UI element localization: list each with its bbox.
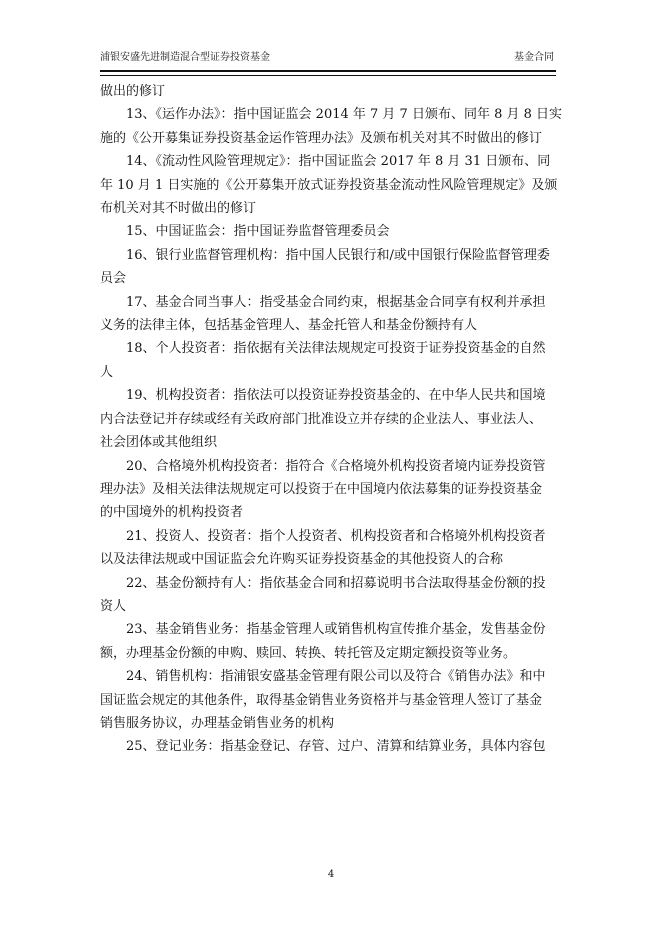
fund-name-header: 浦银安盛先进制造混合型证券投资基金 [100,52,270,63]
paragraph-line: 施的《公开募集证券投资基金运作管理办法》及颁布机关对其不时做出的修订 [100,130,543,146]
header-rule-thin [100,75,556,76]
definition-paragraph [100,337,560,384]
paragraph-line: 销售服务协议，办理基金销售业务的机构 [100,715,335,731]
paragraph-line: 的中国境外的机构投资者 [100,505,244,521]
paragraph-line: 布机关对其不时做出的修订 [100,201,257,217]
paragraph-line: 15、中国证监会：指中国证券监督管理委员会 [126,224,390,240]
definition-paragraph [100,384,560,454]
paragraph-line: 16、银行业监督管理机构：指中国人民银行和/或中国银行保险监督管理委 [126,247,550,263]
definition-paragraph [100,455,560,525]
definition-paragraph [100,220,560,243]
paragraph-line: 以及法律法规或中国证监会允许购买证券投资基金的其他投资人的合称 [100,552,504,568]
definition-paragraph [100,103,563,150]
paragraph-line: 18、个人投资者：指依据有关法律法规规定可投资于证券投资基金的自然 [126,341,546,357]
header-rule-thick [100,70,556,72]
paragraph-line: 25、登记业务：指基金登记、存管、过户、清算和结算业务，具体内容包 [126,739,546,755]
paragraph-line: 资人 [100,598,127,614]
paragraph-line: 19、机构投资者：指依法可以投资证券投资基金的、在中华人民共和国境 [126,388,546,404]
definition-paragraph [100,150,560,220]
paragraph-line: 23、基金销售业务：指基金管理人或销售机构宣传推介基金，发售基金份 [126,622,546,638]
paragraph-line: 21、投资人、投资者：指个人投资者、机构投资者和合格境外机构投资者 [126,528,546,544]
paragraph-line: 14、《流动性风险管理规定》：指中国证监会 2017 年 8 月 31 日颁布、同 [126,154,551,170]
document-type-header: 基金合同 [514,52,554,63]
paragraph-line: 22、基金份额持有人：指依基金合同和招募说明书合法取得基金份额的投 [126,575,546,591]
definition-paragraph [100,525,560,572]
paragraph-line: 额，办理基金份额的申购、赎回、转换、转托管及定期定额投资等业务。 [100,645,517,661]
paragraph-line: 17、基金合同当事人：指受基金合同约束，根据基金合同享有权利并承担 [126,294,546,310]
paragraph-line: 20、合格境外机构投资者：指符合《合格境外机构投资者境内证券投资管 [126,458,546,474]
paragraph-line: 做出的修订 [100,84,166,99]
paragraph-line: 理办法》及相关法律法规规定可以投资于在中国境内依法募集的证券投资基金 [100,481,543,497]
paragraph-line: 年 10 月 1 日实施的《公开募集开放式证券投资基金流动性风险管理规定》及颁 [100,177,558,193]
definition-paragraph [100,244,560,291]
page-number: 4 [327,869,335,880]
definition-paragraph [100,618,560,665]
paragraph-line: 内合法登记并存续或经有关政府部门批准设立并存续的企业法人、事业法人、 [100,411,543,427]
paragraph-line: 13、《运作办法》：指中国证监会 2014 年 7 月 7 日颁布、同年 8 月 8 日实 [126,107,563,123]
document-body [100,80,563,759]
paragraph-line: 员会 [100,271,127,287]
paragraph-line: 义务的法律主体，包括基金管理人、基金托管人和基金份额持有人 [100,318,478,334]
paragraph-line: 国证监会规定的其他条件，取得基金销售业务资格并与基金管理人签订了基金 [100,692,543,708]
definition-paragraph [100,291,560,338]
paragraph-line: 人 [100,364,114,380]
page-header [100,50,556,66]
paragraph-line: 24、销售机构：指浦银安盛基金管理有限公司以及符合《销售办法》和中 [126,669,546,685]
paragraph-line: 社会团体或其他组织 [100,435,218,451]
definition-paragraph [100,735,560,758]
definition-paragraph [100,80,560,103]
definition-paragraph [100,665,560,735]
definition-paragraph [100,572,560,619]
